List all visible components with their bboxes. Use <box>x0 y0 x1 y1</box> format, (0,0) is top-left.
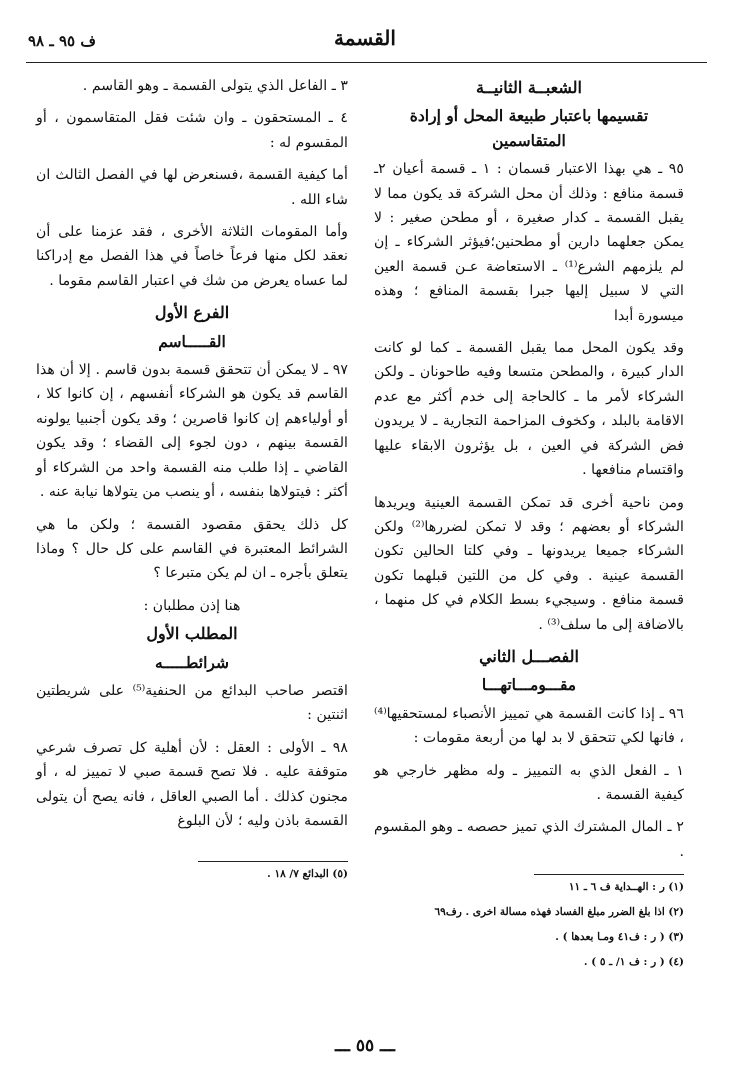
right-column <box>374 74 684 979</box>
footnote-rule <box>534 874 684 875</box>
header-section-ref: ف ٩٥ ـ ٩٨ <box>28 32 96 50</box>
chapter-heading: الفصـــل الثاني <box>479 646 579 666</box>
paragraph-rest: وأما المقومات الثلاثة الأخرى ، فقد عزمنا على أن نعقد لكل منها فرعاً خاصاً في هذا الفصل مع إدراكنا لما عساه يعرض من شك في اعتبار القاسم مقوما . <box>36 224 348 289</box>
list-item-2: ٢ ـ المال المشترك الذي تميز حصصه ـ وهو المقسوم . <box>374 819 684 860</box>
header-rule <box>26 62 707 63</box>
footnote-4: (٤) ( ر : ف ١/ ـ ٥ ) . <box>583 956 684 969</box>
paragraph-98: ٩٨ ـ الأولى : العقل : لأن أهلية كل تصرف شرعي متوقفة عليه . فلا تصح قسمة صبي لا تمييز له ، أو مجنون كذلك . أما الصبي العاقل ، فانه يصح أن يتولى القسمة باذن وليه ؛ لأن البلوغ <box>36 739 348 829</box>
chapter-subheading: مقـــومـــاتهـــا <box>481 675 577 695</box>
paragraph-how: أما كيفية القسمة ،فسنعرض لها في الفصل الثالث ان شاء الله . <box>36 167 348 208</box>
paragraph-95: ٩٥ ـ هي بهذا الاعتبار قسمان : ١ ـ قسمة أعيان ٢ـ قسمة منافع : وذلك أن محل الشركة قد يكون مما لا يقبل القسمة ـ كدار صغيرة ، أو مطحن صغير : لا يمكن جعلهما دارين أو مطحنين؛فيؤثر الشركاء ـ إن لم يلزمهم الشرع⁽¹⁾ ـ الاستعاضة عـن قسمة العين التي لا سبيل إليها جبرا بقسمة المنافع ؛ وهذه ميسورة أبدا <box>374 161 685 324</box>
running-title: القسمة <box>334 26 396 50</box>
list-item-1: ١ ـ الفعل الذي به التمييز ـ وله مظهر خارجي هو كيفية القسمة . <box>374 762 684 803</box>
footnote-1: (١) ر : الهــداية ف ٦ ـ ١١ <box>568 881 684 894</box>
list-item-4: ٤ ـ المستحقون ـ وان شئت فقل المتقاسمون ، أو المقسوم له : <box>36 110 348 151</box>
list-item-3: ٣ ـ الفاعل الذي يتولى القسمة ـ وهو القاسم . <box>82 78 348 94</box>
branch-heading: الفرع الأول <box>154 303 230 323</box>
requirement-subheading: شرائطـــــه <box>155 652 229 672</box>
footnote-rule-left <box>198 861 348 862</box>
paragraph-97-b: كل ذلك يحقق مقصود القسمة ؛ ولكن ما هي الشرائط المعتبرة في القاسم على كل حال ؟ وماذا يتعلق بأجره ـ ان لم يكن متبرعا ؟ <box>36 516 348 582</box>
footnote-3: (٣) ( ر : ف٤١ ومـا بعدها ) . <box>555 931 684 944</box>
branch-subheading: القـــــاسم <box>158 331 226 351</box>
paragraph-here: هنا إذن مطلبان : <box>143 597 241 614</box>
paragraph-95-b: وقد يكون المحل مما يقبل القسمة ـ كما لو كانت الدار كبيرة ، والمطحن متسعا وفيه طاحونان ـ ولكن الشركاء لأمر ما ـ كالحاجة إلى خدم أكثر مع عدم الاقامة بالبلد ، وكخوف المزاحمة التجارية ـ لا يريدون فض الشركة في العين ، بل يؤثرون الابقاء عليها واقتسام منافعها . <box>374 340 684 479</box>
footnote-2: (٢) اذا بلغ الضرر مبلغ الفساد فهذه مسالة اخرى . رف٦٩ <box>434 906 684 919</box>
footnote-5: (٥) البدائع ٧/ ١٨ . <box>267 868 348 881</box>
paragraph-95-c: ومن ناحية أخرى قد تمكن القسمة العينية ويريدها الشركاء أو بعضهم ؛ وقد لا تمكن لضررها⁽²⁾ ولكن الشركاء جميعا يريدونها ـ وفي كلتا الحالين تكون القسمة عينية . وفي كل من اللتين قبلهما تكون قسمة منافع . وسيجيء بسط الكلام في كل منهما ، بالاضافة إلى ما سلف⁽³⁾ . <box>374 494 684 633</box>
section-heading: الشعبــة الثانيــة <box>476 78 582 97</box>
requirement-heading: المطلب الأول <box>146 624 238 644</box>
left-column <box>36 74 348 891</box>
page-number: ـــ ٥٥ ـــ <box>334 1036 395 1056</box>
section-subheading: تقسيمها باعتبار طبيعة المحل أو إرادة المتقاسمين <box>409 106 649 150</box>
paragraph-intro: اقتصر صاحب البدائع من الحنفية⁽⁵⁾ على شريطتين اثنتين : <box>36 682 348 724</box>
paragraph-97: ٩٧ ـ لا يمكن أن تتحقق قسمة بدون قاسم . إلا أن هذا القاسم قد يكون هو الشركاء أنفسهم ، إن كانوا كلا ، أو أولياءهم إن كانوا قاصرين ؛ وقد يكون أجنبيا يولونه القسمة بينهم ، دون لجوء إلى القضاء ؛ وقد يكون القاضي ـ إذا طلب منه القسمة واحد من الشركاء أو أكثر : فيتولاها بنفسه ، أو ينصب من يتولاها نيابة عنه . <box>36 362 348 501</box>
paragraph-96: ٩٦ ـ إذا كانت القسمة هي تمييز الأنصباء لمستحقيها⁽⁴⁾ ، فانها لكي تتحقق لا بد لها من أربعة مقومات : <box>374 705 684 747</box>
